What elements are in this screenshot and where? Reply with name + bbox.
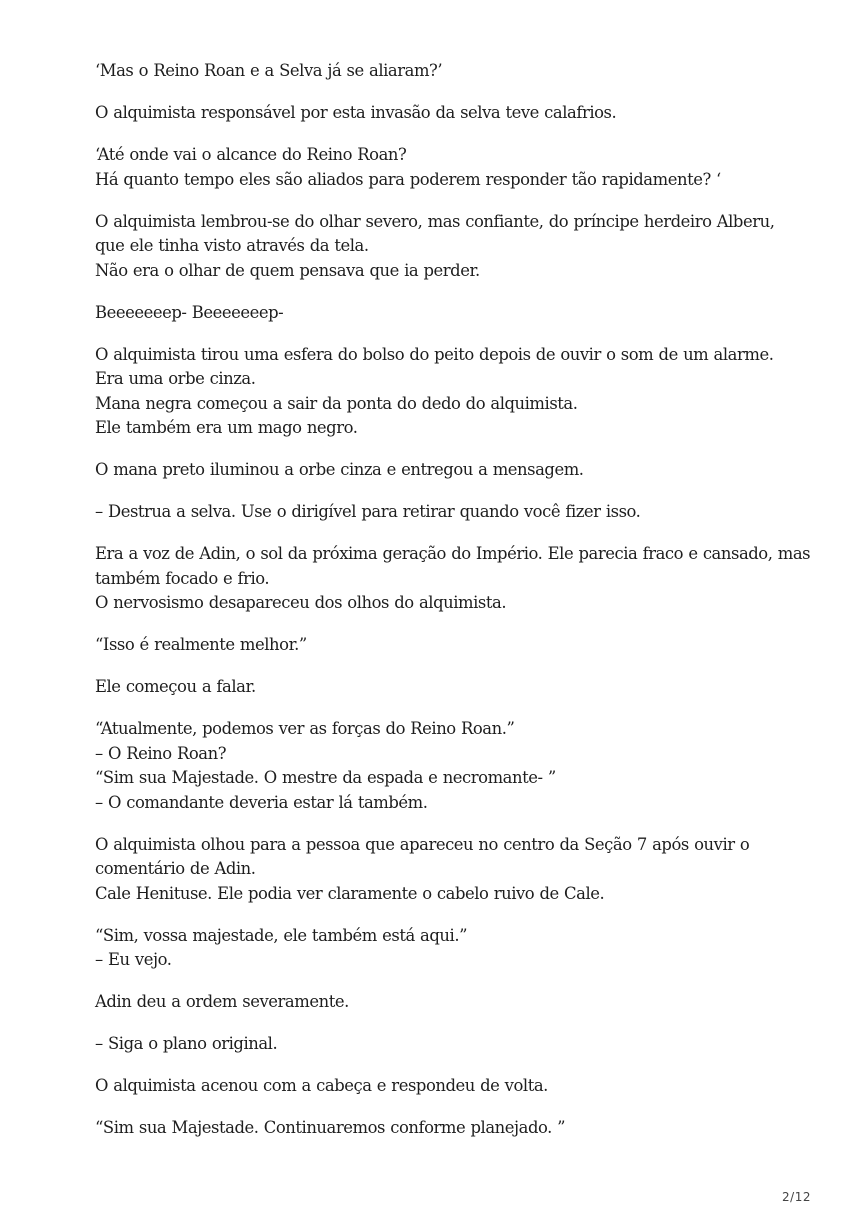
paragraph	[95, 833, 795, 907]
text-line: Há quanto tempo eles são aliados para poderem responder tão rapidamente? ‘	[95, 169, 721, 189]
document-body	[95, 59, 811, 1158]
text-line: O alquimista acenou com a cabeça e respondeu de volta.	[95, 1076, 548, 1095]
text-line: Era a voz de Adin, o sol da próxima geração do Império. Ele parecia fraco e cansado, mas	[95, 544, 811, 563]
text-line: ‘Até onde vai o alcance do Reino Roan?	[95, 145, 407, 164]
text-line: Beeeeeeep- Beeeeeeep-	[95, 302, 284, 322]
text-line: – Destrua a selva. Use o dirigível para retirar quando você fizer isso.	[95, 502, 641, 521]
paragraph	[95, 717, 795, 815]
text-line: “Sim, vossa majestade, ele também está aqui.”	[95, 925, 468, 945]
text-line: que ele tinha visto através da tela.	[95, 236, 369, 255]
text-line: O mana preto iluminou a orbe cinza e entregou a mensagem.	[95, 460, 584, 479]
text-line: O alquimista tirou uma esfera do bolso do peito depois de ouvir o som de um alarme.	[95, 344, 774, 364]
text-line: O nervosismo desapareceu dos olhos do alquimista.	[95, 593, 507, 612]
text-line: Mana negra começou a sair da ponta do dedo do alquimista.	[95, 393, 578, 413]
text-line: Cale Henituse. Ele podia ver claramente o cabelo ruivo de Cale.	[95, 883, 605, 903]
text-line: “Sim sua Majestade. O mestre da espada e necromante- ”	[95, 768, 556, 787]
text-line: também focado e frio.	[95, 568, 270, 588]
text-line: “Atualmente, podemos ver as forças do Reino Roan.”	[95, 719, 515, 738]
paragraph	[95, 301, 795, 326]
text-line: Não era o olhar de quem pensava que ia perder.	[95, 260, 480, 280]
text-line: Adin deu a ordem severamente.	[95, 992, 349, 1011]
paragraph	[95, 59, 795, 84]
paragraph	[95, 990, 795, 1015]
text-line: ‘Mas o Reino Roan e a Selva já se aliaram?’	[95, 61, 443, 80]
text-line: Ele também era um mago negro.	[95, 418, 358, 437]
text-line: – Siga o plano original.	[95, 1034, 278, 1053]
paragraph	[95, 633, 795, 658]
text-line: O alquimista responsável por esta invasão da selva teve calafrios.	[95, 103, 617, 122]
text-line: Era uma orbe cinza.	[95, 369, 256, 388]
paragraph	[95, 101, 795, 126]
text-line: – O comandante deveria estar lá também.	[95, 792, 428, 812]
paragraph	[95, 458, 795, 483]
paragraph	[95, 924, 795, 973]
text-line: “Isso é realmente melhor.”	[95, 635, 307, 654]
text-line: – Eu vejo.	[95, 950, 172, 969]
paragraph	[95, 143, 795, 192]
paragraph	[95, 500, 795, 525]
paragraph	[95, 210, 795, 284]
paragraph	[95, 542, 811, 616]
text-line: O alquimista olhou para a pessoa que apareceu no centro da Seção 7 após ouvir o	[95, 834, 750, 854]
paragraph	[95, 1116, 795, 1141]
page-number: 2/12	[782, 1190, 811, 1204]
paragraph	[95, 1074, 795, 1099]
text-line: comentário de Adin.	[95, 859, 256, 878]
text-line: O alquimista lembrou-se do olhar severo, mas confiante, do príncipe herdeiro Alberu,	[95, 211, 775, 231]
text-line: “Sim sua Majestade. Continuaremos conforme planejado. ”	[95, 1118, 566, 1137]
paragraph	[95, 1032, 795, 1057]
text-line: – O Reino Roan?	[95, 743, 227, 763]
text-line: Ele começou a falar.	[95, 677, 256, 696]
paragraph	[95, 675, 795, 700]
paragraph	[95, 343, 795, 441]
